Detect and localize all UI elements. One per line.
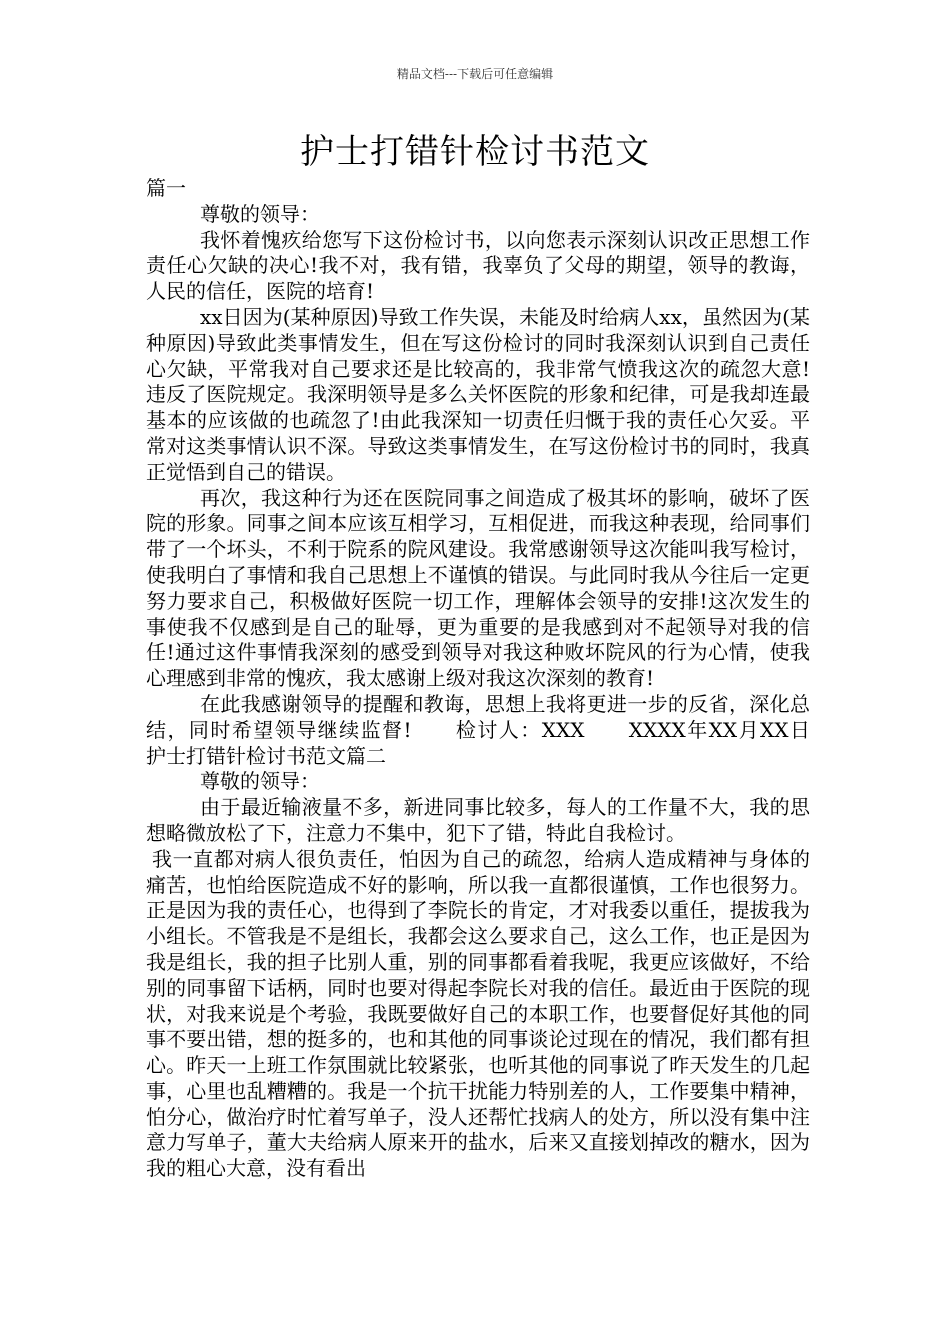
- paragraph: 我怀着愧疚给您写下这份检讨书，以向您表示深刻认识改正思想工作责任心欠缺的决心!我不对，我有错，我辜负了父母的期望，领导的教诲，人民的信任，医院的培育!: [146, 227, 810, 304]
- paragraph: 再次，我这种行为还在医院同事之间造成了极其坏的影响，破坏了医院的形象。同事之间本应该互相学习，互相促进，而我这种表现，给同事们带了一个坏头，不利于院系的院风建设。我常感谢领导这次能叫我写检讨，使我明白了事情和我自己思想上不谨慎的错误。与此同时我从今往后一定更努力要求自己，积极做好医院一切工作，理解体会领导的安排!这次发生的事使我不仅感到是自己的耻辱，更为重要的是我感到对不起领导对我的信任!通过这件事情我深刻的感受到领导对我这种败坏院风的行为心情，使我心理感到非常的愧疚，我太感谢上级对我这次深刻的教育!: [146, 485, 810, 691]
- header-note: 精品文档---下载后可任意编辑: [396, 67, 554, 81]
- section-label: 篇一: [146, 176, 186, 200]
- salutation: 尊敬的领导：: [200, 201, 320, 226]
- paragraph: xx日因为(某种原因)导致工作失误，未能及时给病人xx，虽然因为(某种原因)导致此类事情发生，但在写这份检讨的同时我深刻认识到自己责任心欠缺，平常我对自己要求还是比较高的，我非常气愤我这次的疏忽大意!违反了医院规定。我深明领导是多么关怀医院的形象和纪律，可是我却连最基本的应该做的也疏忽了!由此我深知一切责任归慨于我的责任心欠妥。平常对这类事情认识不深。导致这类事情发生，在写这份检讨书的同时，我真正觉悟到自己的错误。: [146, 304, 810, 484]
- paragraph: 我一直都对病人很负责任，怕因为自己的疏忽，给病人造成精神与身体的痛苦，也怕给医院造成不好的影响，所以我一直都很谨慎，工作也很努力。正是因为我的责任心，也得到了李院长的肯定，才对我委以重任，提拔我为小组长。不管我是不是组长，我都会这么要求自己，这么工作，也正是因为我是组长，我的担子比别人重，别的同事都看着我呢，我更应该做好，不给别的同事留下话柄，同时也要对得起李院长对我的信任。最近由于医院的现状，对我来说是个考验，我既要做好自己的本职工作，也要督促好其他的同事不要出错，想的挺多的，也和其他的同事谈论过现在的情况，我们都有担心。昨天一上班工作氛围就比较紧张，也听其他的同事说了昨天发生的几起事，心里也乱糟糟的。我是一个抗干扰能力特别差的人，工作要集中精神，怕分心，做治疗时忙着写单子，没人还帮忙找病人的处方，所以没有集中注意力写单子，董大夫给病人原来开的盐水，后来又直接划掉改的糖水，因为我的粗心大意，没有看出: [146, 846, 810, 1181]
- document-title: 护士打错针检讨书范文: [300, 132, 650, 172]
- paragraph: 由于最近输液量不多，新进同事比较多，每人的工作量不大，我的思想略微放松了下，注意力不集中，犯下了错，特此自我检讨。: [146, 795, 810, 845]
- paragraph: 在此我感谢领导的提醒和教诲，思想上我将更进一步的反省，深化总结，同时希望领导继续监督! 检讨人：XXX XXXX年XX月XX日 护士打错针检讨书范文篇二: [146, 691, 850, 768]
- salutation: 尊敬的领导：: [200, 769, 320, 794]
- document-body: [146, 176, 850, 1182]
